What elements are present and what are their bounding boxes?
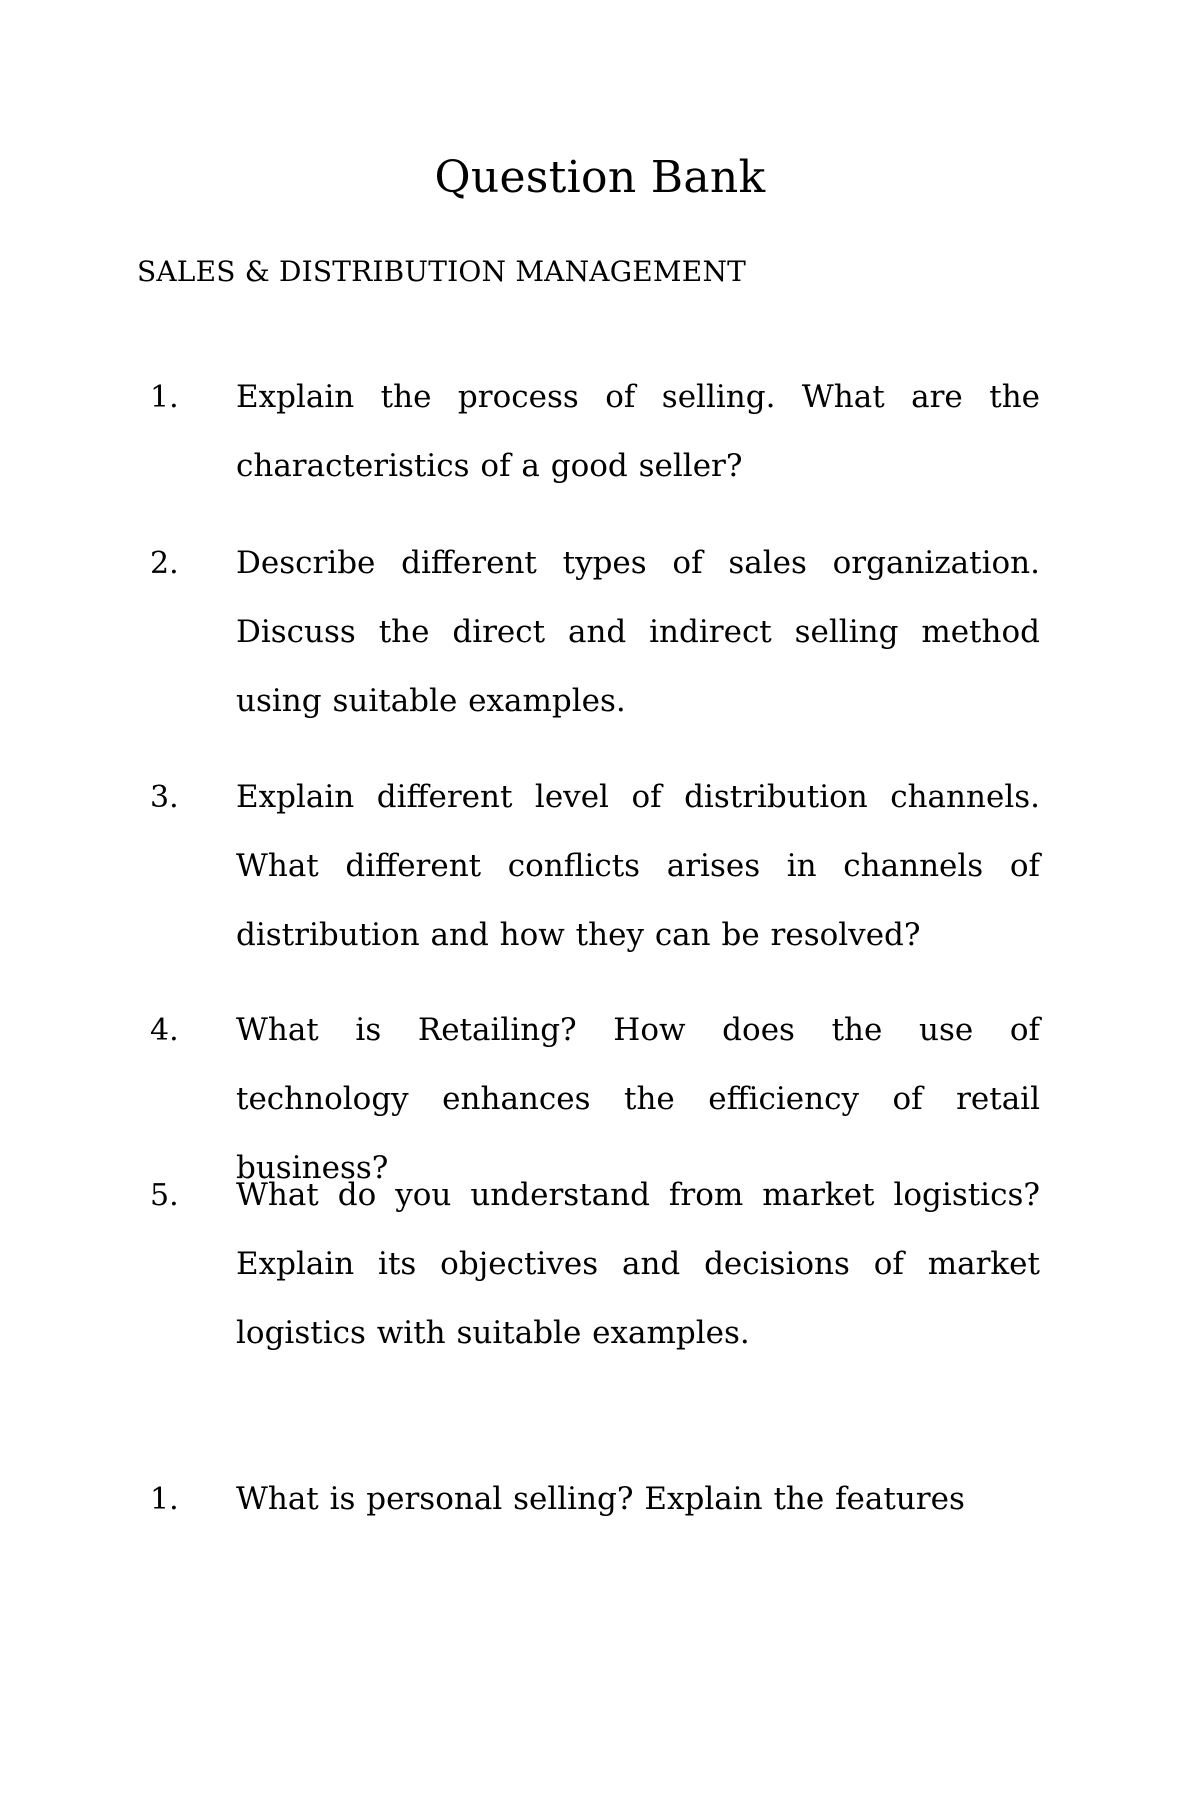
question-number: 1.	[150, 1482, 179, 1517]
page-title: Question Bank	[434, 152, 766, 203]
question-number: 3.	[150, 780, 179, 815]
question-text: Explain different level of distribution channels. What different conflicts arises in channels of distribution and how they can be resolved?	[236, 779, 1040, 953]
question-text: Describe different types of sales organization. Discuss the direct and indirect selling method using suitable examples.	[236, 545, 1040, 719]
subject-heading: SALES & DISTRIBUTION MANAGEMENT	[137, 255, 747, 288]
question-text: What do you understand from market logistics? Explain its objectives and decisions of market logistics with suitable examples.	[236, 1177, 1040, 1351]
question-number: 4.	[150, 1013, 179, 1048]
question-number: 2.	[150, 546, 179, 581]
question-number: 5.	[150, 1178, 179, 1213]
question-text: Explain the process of selling. What are the characteristics of a good seller?	[236, 379, 1040, 484]
question-text: What is personal selling? Explain the features	[236, 1481, 965, 1517]
question-number: 1.	[150, 380, 179, 415]
question-text: What is Retailing? How does the use of technology enhances the efficiency of retail business?	[236, 1012, 1040, 1186]
